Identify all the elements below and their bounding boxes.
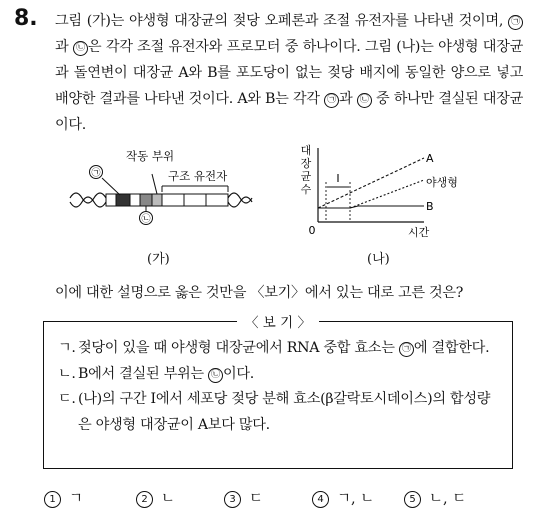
choice-4[interactable] — [312, 487, 374, 508]
choice-text: ㄱ — [69, 491, 84, 507]
marker-gieuk: ㉠ — [508, 15, 523, 30]
x-axis-label: 시간 — [408, 226, 430, 239]
marker-gieuk: ㉠ — [324, 93, 339, 108]
bogi-item-text: 젖당이 있을 때 야생형 대장균에서 RNA 중합 효소는 — [78, 340, 399, 356]
series-label-A: A — [426, 152, 434, 165]
series-line-B — [318, 206, 424, 208]
choice-number: 4 — [312, 491, 329, 508]
marker-gieuk-fig: ㉠ — [91, 168, 101, 179]
bogi-item-1 — [58, 336, 502, 362]
series-label-wildtype: 야생형 — [426, 176, 458, 189]
choice-text: ㄴ, ㄷ — [429, 491, 467, 507]
bogi-item-text: 이다. — [223, 365, 255, 382]
choice-number: 5 — [404, 491, 421, 508]
stem-text: 은 각각 조절 유전자와 프로모터 중 하나이다. — [87, 39, 361, 55]
series-label-B: B — [426, 200, 434, 213]
bogi-item-text: B에서 결실된 부위는 — [78, 365, 208, 382]
choice-text: ㄴ — [161, 491, 176, 507]
choice-number: 3 — [224, 491, 241, 508]
bogi-item-2 — [58, 362, 502, 388]
interval-label: Ⅰ — [336, 172, 340, 185]
bogi-item-label: ㄱ. — [58, 340, 76, 356]
caption-ga: (가) — [147, 252, 170, 267]
marker-gieuk: ㉠ — [399, 342, 414, 357]
caption-na: (나) — [367, 252, 390, 267]
bogi-title: 〈 보 기 〉 — [237, 311, 319, 331]
choice-1[interactable] — [44, 487, 83, 508]
stem-text: 과 — [55, 39, 73, 55]
y-axis-label-4: 수 — [300, 183, 312, 196]
choice-5[interactable] — [404, 487, 466, 508]
stem-sentence-1 — [55, 8, 523, 138]
choice-number: 2 — [136, 491, 153, 508]
operon-figure — [60, 140, 260, 250]
y-axis-label-1: 대 — [300, 144, 312, 157]
y-axis-label-3: 균 — [300, 170, 312, 183]
choice-text: ㄷ — [249, 491, 264, 507]
question-prompt: 이에 대한 설명으로 옳은 것만을 〈보기〉에서 있는 대로 고른 것은? — [55, 285, 464, 301]
bogi-item-label: ㄴ. — [58, 365, 76, 382]
question-stem — [55, 8, 523, 138]
marker-nieun: ㉡ — [73, 41, 88, 56]
stem-text: A와 B는 각각 — [237, 91, 324, 107]
marker-nieun: ㉡ — [357, 93, 372, 108]
y-axis-label-2: 장 — [300, 157, 312, 170]
stem-text: 중 하나만 결실된 대장균이다. — [55, 91, 523, 133]
series-line-A — [318, 158, 424, 208]
choice-number: 1 — [44, 491, 61, 508]
question-number: 8. — [14, 6, 38, 31]
bogi-box — [43, 315, 513, 469]
origin-label: 0 — [308, 224, 316, 237]
structural-gene-label: 구조 유전자 — [168, 169, 228, 183]
stem-text: 그림 (가)는 야생형 대장균의 젖당 오페론과 조절 유전자를 나타낸 것이며, — [55, 13, 508, 29]
choice-2[interactable] — [136, 487, 175, 508]
choice-text: ㄱ, ㄴ — [337, 491, 375, 507]
series-line-wildtype — [318, 180, 424, 208]
choice-3[interactable] — [224, 487, 263, 508]
bogi-item-text: 에 결합한다. — [413, 340, 490, 356]
bogi-item-label: ㄷ. — [58, 391, 76, 407]
stem-text: 과 — [338, 91, 357, 107]
growth-chart — [296, 140, 496, 250]
marker-nieun-fig: ㉡ — [141, 214, 151, 225]
operator-label: 작동 부위 — [126, 149, 175, 163]
stem-text: 그림 (나)는 야생형 대장균과 돌연변이 대장균 A와 B를 포도당이 없는 젖당 배지에 동일한 양으로 넣고 배양한 결과를 나타낸 것이다. — [55, 39, 524, 107]
bogi-item-text: (나)의 구간 Ⅰ에서 세포당 젖당 분해 효소(β갈락토시데이스)의 합성량은 야생형 대장균이 A보다 많다. — [78, 391, 491, 433]
marker-nieun: ㉡ — [208, 368, 223, 383]
bogi-item-3 — [58, 387, 502, 438]
